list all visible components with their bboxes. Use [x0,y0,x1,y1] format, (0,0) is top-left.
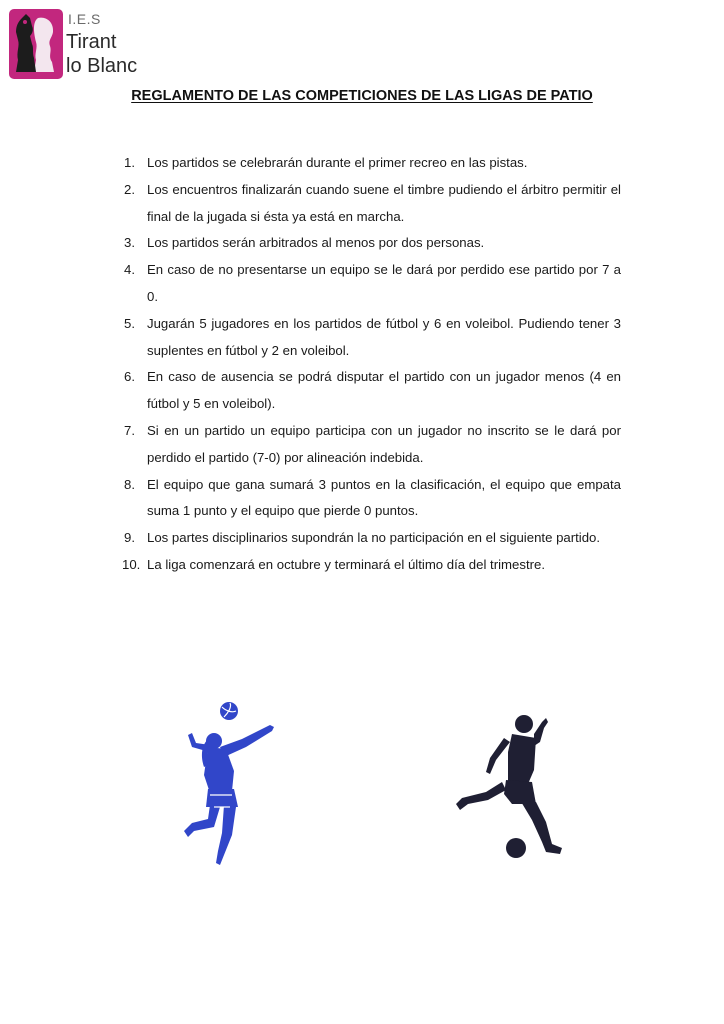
rule-item [120,177,621,231]
logo-ies: I.E.S [68,11,101,27]
rule-item [120,418,621,472]
rule-number: 2. [124,181,135,197]
school-logo [6,6,146,82]
rule-number: 9. [124,530,135,546]
rule-item [120,257,621,311]
rule-number: 6. [124,369,135,385]
rule-text: La liga comenzará en octubre y terminará el último día del trimestre. [147,556,546,572]
rule-number: 3. [124,235,135,251]
chess-knight-logo-icon [8,8,64,80]
rule-text: En caso de ausencia se podrá disputar el partido con un jugador menos (4 en fútbol y 5 en voleibol). [147,369,621,412]
rule-number: 1. [124,155,135,170]
rule-item [120,364,621,418]
rule-number: 4. [124,262,135,278]
logo-tirant: Tirant [66,31,117,53]
rule-text: Si en un partido un equipo participa con un jugador no inscrito se le dará por perdido el partido (7-0) por alineación indebida. [147,422,621,465]
soccer-player-icon [448,712,568,862]
rules-list [120,150,621,579]
rule-text: Los partes disciplinarios supondrán la no participación en el siguiente partido. [147,530,601,546]
rule-text: En caso de no presentarse un equipo se le dará por perdido ese partido por 7 a 0. [147,262,621,304]
rule-number: 7. [124,422,135,438]
logo-lo-blanc: lo Blanc [66,55,138,77]
rule-item [120,552,621,579]
rule-item [120,150,621,177]
rule-number: 5. [124,315,135,331]
document-title: REGLAMENTO DE LAS COMPETICIONES DE LAS LIGAS DE PATIO [131,88,593,104]
rule-text: Los encuentros finalizarán cuando suene el timbre pudiendo el árbitro permitir el final de la jugada si ésta ya está en marcha. [147,181,621,224]
rule-number: 10. [122,556,141,572]
rule-item [120,311,621,365]
rule-item [120,472,621,526]
rule-text: Jugarán 5 jugadores en los partidos de fútbol y 6 en voleibol. Pudiendo tener 3 suplentes en fútbol y 2 en voleibol. [147,315,621,358]
rule-item [120,230,621,257]
rule-text: Los partidos serán arbitrados al menos por dos personas. [147,235,485,251]
rule-text: Los partidos se celebrarán durante el primer recreo en las pistas. [147,155,528,170]
volleyball-player-icon [170,695,290,870]
rule-item [120,525,621,552]
rule-text: El equipo que gana sumará 3 puntos en la clasificación, el equipo que empata suma 1 punto y el equipo que pierde 0 puntos. [147,476,621,519]
rule-number: 8. [124,476,135,492]
